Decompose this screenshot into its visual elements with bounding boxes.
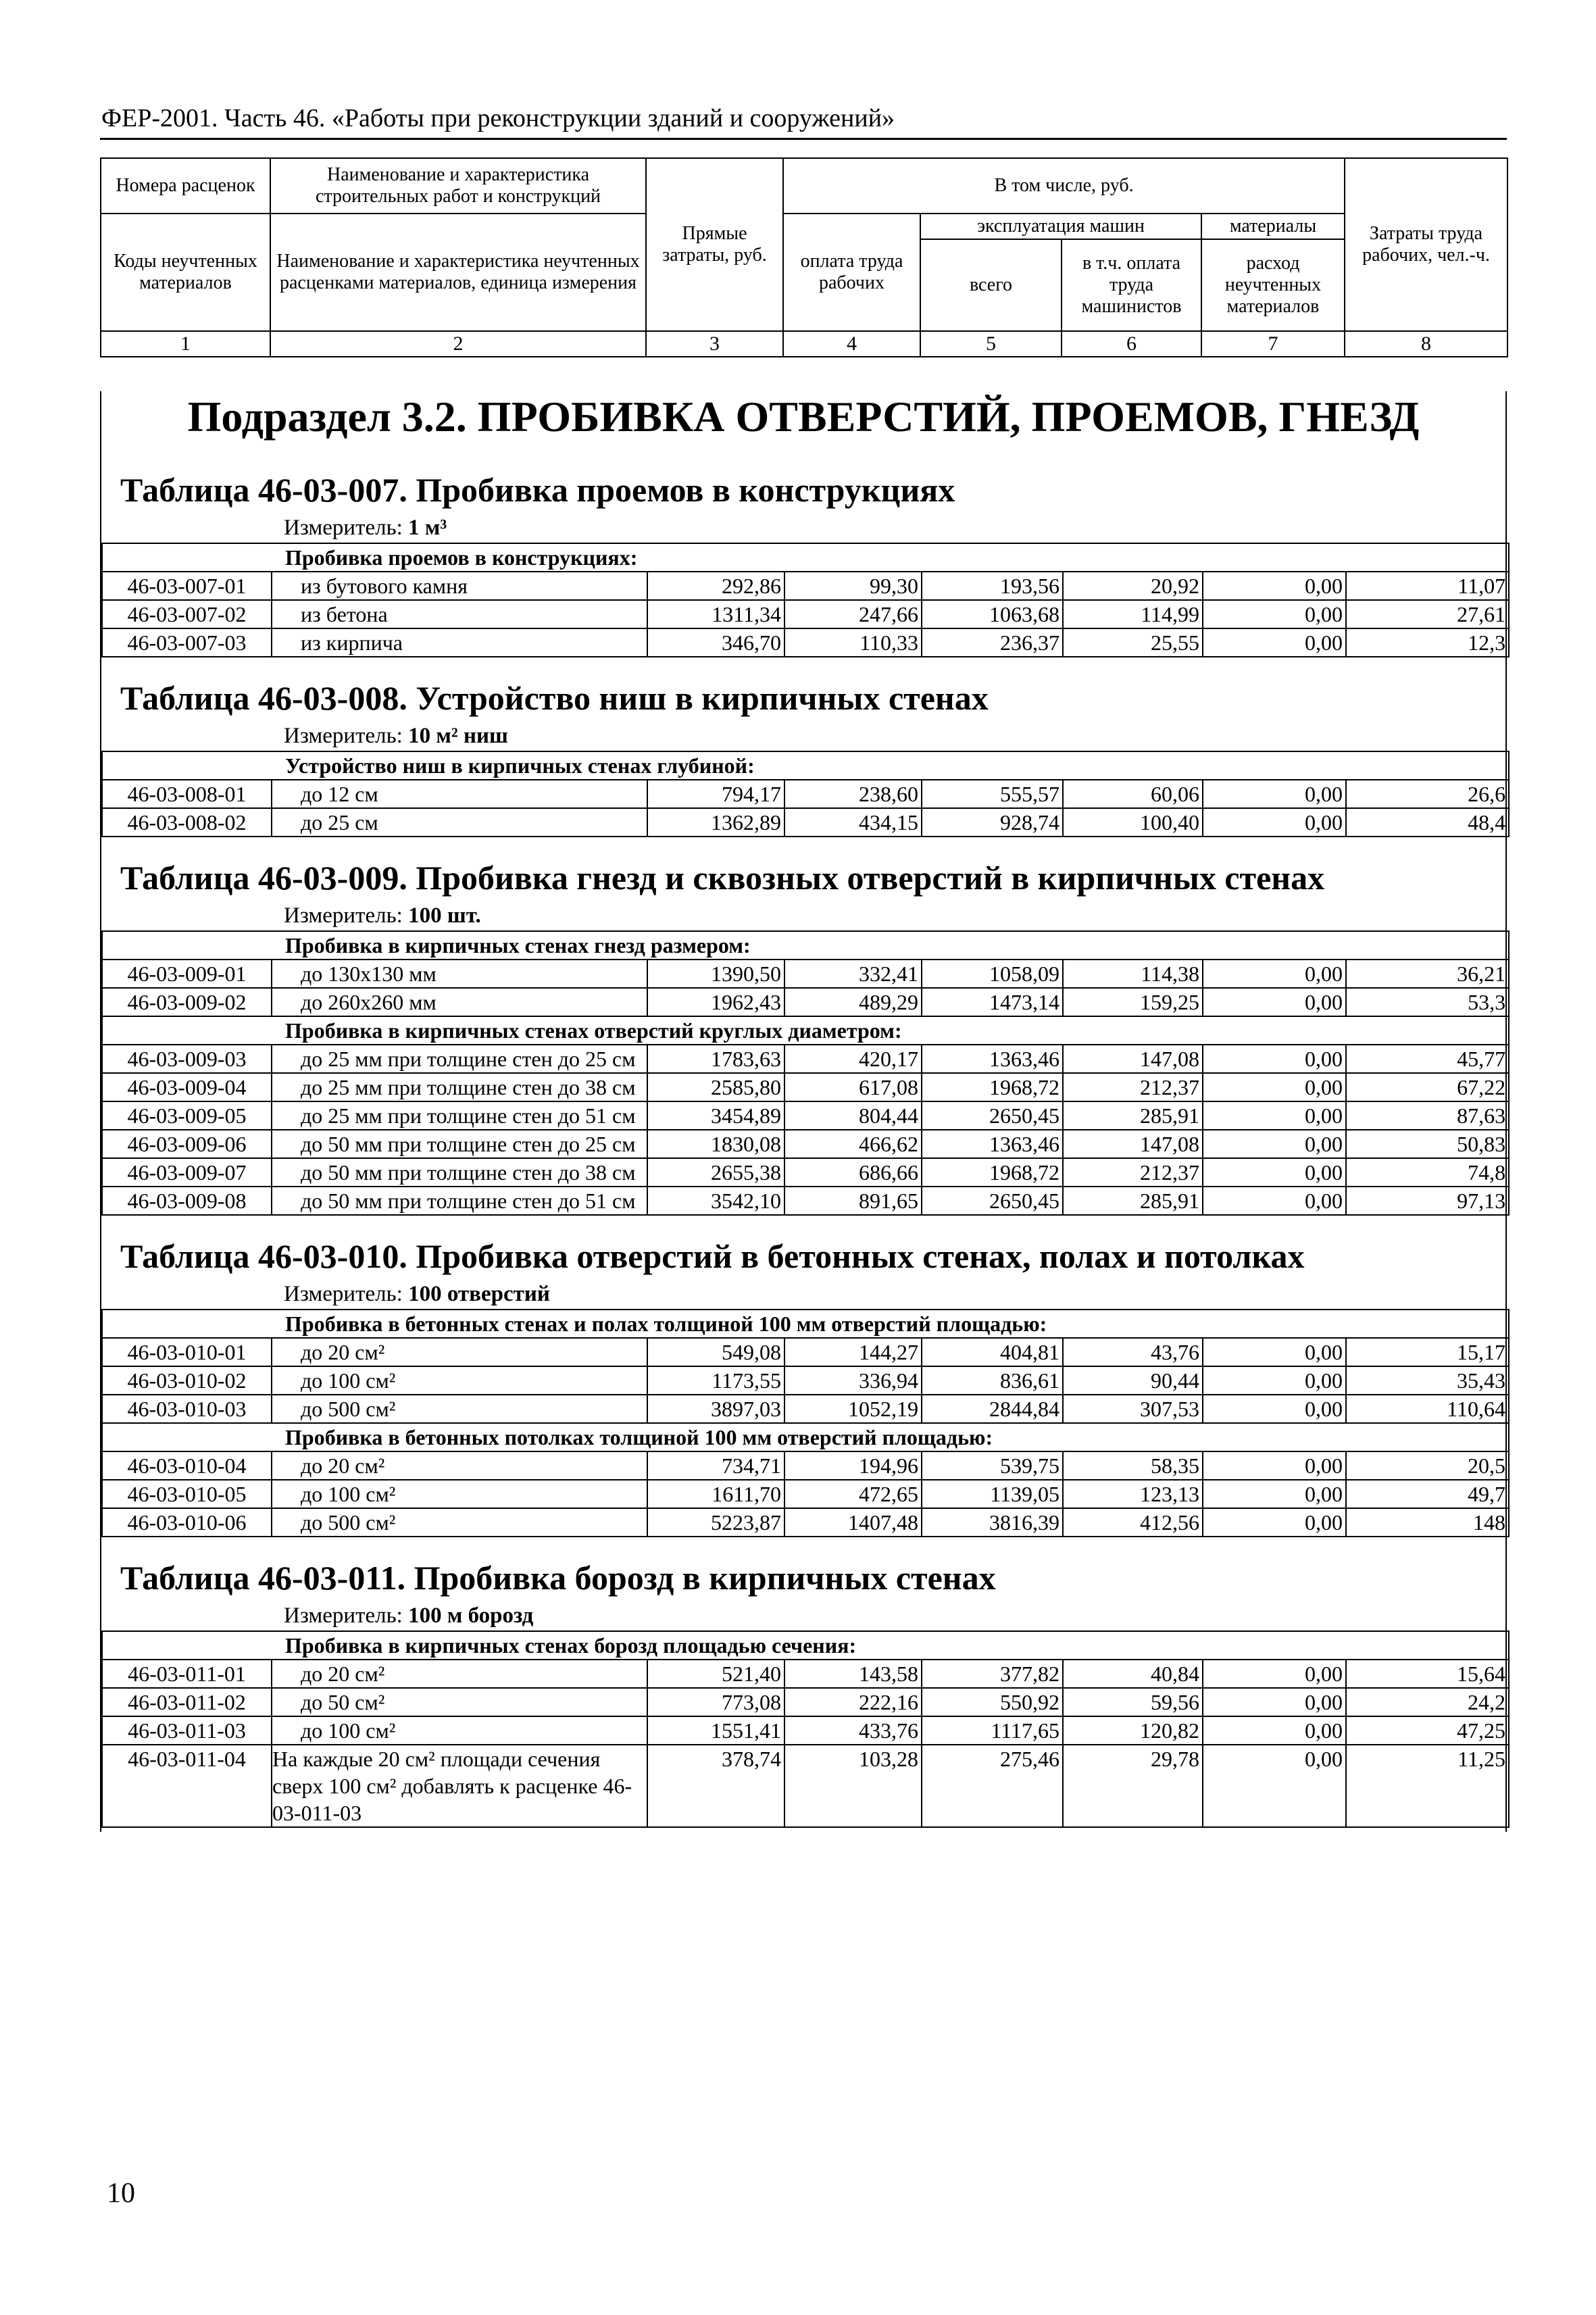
- rate-value: 0,00: [1203, 1451, 1346, 1480]
- meter-line: [284, 1279, 1505, 1309]
- table-row: [102, 960, 1509, 988]
- rate-value: 193,56: [922, 572, 1063, 600]
- rate-value: 1311,34: [647, 600, 784, 628]
- table-row: [102, 1395, 1509, 1423]
- rate-value: 59,56: [1063, 1688, 1203, 1716]
- rate-value: 1473,14: [922, 988, 1063, 1016]
- rate-value: 307,53: [1063, 1395, 1203, 1423]
- group-row: [102, 931, 1509, 960]
- rate-name: до 20 см²: [272, 1338, 647, 1366]
- section-title: Подраздел 3.2. ПРОБИВКА ОТВЕРСТИЙ, ПРОЕМОВ, ГНЕЗД: [187, 393, 1420, 441]
- rate-value: 27,61: [1346, 600, 1509, 628]
- rates-table: [101, 930, 1510, 1216]
- meter-value: 10 м² ниш: [408, 724, 508, 748]
- table-row: [102, 1480, 1509, 1508]
- rate-name: до 50 см²: [272, 1688, 647, 1716]
- rate-value: 1830,08: [647, 1130, 784, 1158]
- rate-name: до 50 мм при толщине стен до 51 см: [272, 1187, 647, 1215]
- rate-value: 0,00: [1203, 1508, 1346, 1537]
- header-machines-labor: в т.ч. оплата труда машинистов: [1062, 239, 1201, 331]
- rate-value: 24,2: [1346, 1688, 1509, 1716]
- rate-value: 0,00: [1203, 1660, 1346, 1688]
- rate-value: 3542,10: [647, 1187, 784, 1215]
- rate-code: 46-03-009-08: [102, 1187, 272, 1215]
- rate-code: 46-03-010-05: [102, 1480, 272, 1508]
- meter-value: 100 отверстий: [408, 1282, 550, 1306]
- table-row: [102, 1101, 1509, 1130]
- table-row: [102, 1745, 1509, 1827]
- rate-value: 1407,48: [784, 1508, 922, 1537]
- header-labor-cost: Затраты труда рабочих, чел.-ч.: [1345, 158, 1507, 331]
- column-number: 7: [1201, 331, 1345, 357]
- rate-value: 377,82: [922, 1660, 1063, 1688]
- rate-value: 734,71: [647, 1451, 784, 1480]
- rate-value: 3816,39: [922, 1508, 1063, 1537]
- rate-value: 275,46: [922, 1745, 1063, 1827]
- rates-table: [101, 1631, 1510, 1828]
- rate-value: 35,43: [1346, 1366, 1509, 1395]
- rate-value: 0,00: [1203, 628, 1346, 657]
- rate-value: 285,91: [1063, 1101, 1203, 1130]
- rate-value: 15,64: [1346, 1660, 1509, 1688]
- table-row: [102, 780, 1509, 808]
- rate-value: 236,37: [922, 628, 1063, 657]
- meter-line: [284, 901, 1505, 930]
- column-number: 3: [646, 331, 783, 357]
- header-col1-bottom: Коды неучтенных материалов: [101, 214, 270, 331]
- rate-name: до 12 см: [272, 780, 647, 808]
- content-block: [100, 391, 1507, 1832]
- rate-code: 46-03-009-07: [102, 1158, 272, 1187]
- header-labor-pay: оплата труда рабочих: [783, 214, 920, 331]
- rate-value: 67,22: [1346, 1073, 1509, 1101]
- header-direct: Прямые затраты, руб.: [646, 158, 783, 331]
- rate-name: до 50 мм при толщине стен до 25 см: [272, 1130, 647, 1158]
- table-row: [102, 1073, 1509, 1101]
- rate-code: 46-03-007-03: [102, 628, 272, 657]
- column-number: 4: [783, 331, 920, 357]
- rate-name: до 500 см²: [272, 1508, 647, 1537]
- rate-value: 159,25: [1063, 988, 1203, 1016]
- rate-value: 1363,46: [922, 1045, 1063, 1073]
- rate-value: 0,00: [1203, 808, 1346, 837]
- rate-value: 26,6: [1346, 780, 1509, 808]
- rate-value: 0,00: [1203, 988, 1346, 1016]
- rate-value: 378,74: [647, 1745, 784, 1827]
- rate-value: 1139,05: [922, 1480, 1063, 1508]
- rate-code: 46-03-010-02: [102, 1366, 272, 1395]
- table-row: [102, 1660, 1509, 1688]
- column-number: 1: [101, 331, 270, 357]
- rate-value: 412,56: [1063, 1508, 1203, 1537]
- meter-value: 1 м³: [408, 516, 447, 540]
- rate-value: 1968,72: [922, 1073, 1063, 1101]
- rate-value: 1962,43: [647, 988, 784, 1016]
- table-row: [102, 1366, 1509, 1395]
- rate-value: 0,00: [1203, 1480, 1346, 1508]
- rate-value: 114,99: [1063, 600, 1203, 628]
- table-row: [102, 600, 1509, 628]
- table-row: [102, 1688, 1509, 1716]
- rate-value: 2650,45: [922, 1101, 1063, 1130]
- rate-value: 247,66: [784, 600, 922, 628]
- rate-code: 46-03-011-03: [102, 1716, 272, 1745]
- rates-table: [101, 751, 1510, 837]
- rate-value: 0,00: [1203, 1745, 1346, 1827]
- table-title: Таблица 46-03-008. Устройство ниш в кирпичных стенах: [120, 679, 989, 717]
- table-title: Таблица 46-03-009. Пробивка гнезд и сквозных отверстий в кирпичных стенах: [120, 859, 1325, 897]
- group-heading: Пробивка в бетонных стенах и полах толщиной 100 мм отверстий площадью:: [102, 1310, 1509, 1338]
- rate-value: 1363,46: [922, 1130, 1063, 1158]
- rate-value: 3897,03: [647, 1395, 784, 1423]
- rate-value: 0,00: [1203, 572, 1346, 600]
- rate-code: 46-03-009-03: [102, 1045, 272, 1073]
- rate-value: 1968,72: [922, 1158, 1063, 1187]
- rate-value: 836,61: [922, 1366, 1063, 1395]
- table-row: [102, 1716, 1509, 1745]
- rate-value: 1611,70: [647, 1480, 784, 1508]
- meter-label: Измеритель:: [284, 1603, 403, 1628]
- rate-value: 11,25: [1346, 1745, 1509, 1827]
- table-title: Таблица 46-03-007. Пробивка проемов в конструкциях: [120, 471, 955, 509]
- rate-code: 46-03-010-01: [102, 1338, 272, 1366]
- rate-value: 11,07: [1346, 572, 1509, 600]
- rate-name: до 25 мм при толщине стен до 25 см: [272, 1045, 647, 1073]
- group-row: [102, 1423, 1509, 1451]
- rate-value: 50,83: [1346, 1130, 1509, 1158]
- table-row: [102, 628, 1509, 657]
- rate-value: 15,17: [1346, 1338, 1509, 1366]
- column-number: 2: [270, 331, 646, 357]
- rate-value: 5223,87: [647, 1508, 784, 1537]
- table-row: [102, 808, 1509, 837]
- rate-value: 25,55: [1063, 628, 1203, 657]
- rate-value: 36,21: [1346, 960, 1509, 988]
- header-col2-bottom: Наименование и характеристика неучтенных расценками материалов, единица измерения: [270, 214, 646, 331]
- table-title: Таблица 46-03-010. Пробивка отверстий в бетонных стенах, полах и потолках: [120, 1237, 1305, 1275]
- rate-value: 292,86: [647, 572, 784, 600]
- rate-value: 103,28: [784, 1745, 922, 1827]
- header-col1-top: Номера расценок: [101, 158, 270, 214]
- rate-value: 0,00: [1203, 1158, 1346, 1187]
- rate-code: 46-03-011-04: [102, 1745, 272, 1827]
- header-machines-total: всего: [920, 239, 1062, 331]
- rate-value: 434,15: [784, 808, 922, 837]
- rate-value: 47,25: [1346, 1716, 1509, 1745]
- rate-name: На каждые 20 см² площади сечения сверх 100 см² добавлять к расценке 46-03-011-03: [272, 1745, 647, 1827]
- rate-value: 555,57: [922, 780, 1063, 808]
- meter-value: 100 шт.: [408, 903, 481, 928]
- rate-value: 12,3: [1346, 628, 1509, 657]
- rate-value: 0,00: [1203, 780, 1346, 808]
- rate-value: 3454,89: [647, 1101, 784, 1130]
- rate-value: 110,33: [784, 628, 922, 657]
- rate-value: 285,91: [1063, 1187, 1203, 1215]
- rate-value: 148: [1346, 1508, 1509, 1537]
- group-heading: Пробивка проемов в конструкциях:: [102, 543, 1509, 572]
- meter-label: Измеритель:: [284, 1282, 403, 1306]
- rate-code: 46-03-010-04: [102, 1451, 272, 1480]
- rate-value: 110,64: [1346, 1395, 1509, 1423]
- rate-value: 2650,45: [922, 1187, 1063, 1215]
- rate-value: 100,40: [1063, 808, 1203, 837]
- rate-code: 46-03-009-06: [102, 1130, 272, 1158]
- meter-line: [284, 1601, 1505, 1631]
- group-row: [102, 1310, 1509, 1338]
- rate-value: 222,16: [784, 1688, 922, 1716]
- rate-code: 46-03-011-01: [102, 1660, 272, 1688]
- rate-code: 46-03-008-01: [102, 780, 272, 808]
- group-heading: Пробивка в кирпичных стенах борозд площадью сечения:: [102, 1631, 1509, 1660]
- column-number: 8: [1345, 331, 1507, 357]
- rate-value: 99,30: [784, 572, 922, 600]
- rate-value: 97,13: [1346, 1187, 1509, 1215]
- rate-value: 346,70: [647, 628, 784, 657]
- header-incl: В том числе, руб.: [783, 158, 1345, 214]
- rate-value: 332,41: [784, 960, 922, 988]
- header-machines: эксплуатация машин: [920, 214, 1201, 239]
- rate-value: 120,82: [1063, 1716, 1203, 1745]
- rate-value: 0,00: [1203, 1130, 1346, 1158]
- rate-value: 1390,50: [647, 960, 784, 988]
- rate-value: 0,00: [1203, 1187, 1346, 1215]
- rate-value: 794,17: [647, 780, 784, 808]
- table-row: [102, 988, 1509, 1016]
- table-row: [102, 1338, 1509, 1366]
- meter-label: Измеритель:: [284, 903, 403, 928]
- rate-value: 420,17: [784, 1045, 922, 1073]
- rate-value: 521,40: [647, 1660, 784, 1688]
- rate-value: 49,7: [1346, 1480, 1509, 1508]
- rate-value: 1783,63: [647, 1045, 784, 1073]
- rate-value: 147,08: [1063, 1045, 1203, 1073]
- rate-value: 0,00: [1203, 960, 1346, 988]
- table-row: [102, 572, 1509, 600]
- rate-value: 1058,09: [922, 960, 1063, 988]
- meter-line: [284, 513, 1505, 543]
- header-materials-unacc: расход неучтенных материалов: [1201, 239, 1345, 331]
- rate-value: 238,60: [784, 780, 922, 808]
- rate-value: 144,27: [784, 1338, 922, 1366]
- rates-table: [101, 543, 1510, 657]
- rate-value: 1052,19: [784, 1395, 922, 1423]
- rate-value: 1551,41: [647, 1716, 784, 1745]
- rate-value: 773,08: [647, 1688, 784, 1716]
- rates-table: [101, 1309, 1510, 1537]
- rate-value: 43,76: [1063, 1338, 1203, 1366]
- rate-value: 29,78: [1063, 1745, 1203, 1827]
- rate-name: до 25 мм при толщине стен до 38 см: [272, 1073, 647, 1101]
- group-heading: Пробивка в кирпичных стенах гнезд размером:: [102, 931, 1509, 960]
- rate-code: 46-03-010-06: [102, 1508, 272, 1537]
- rate-value: 143,58: [784, 1660, 922, 1688]
- column-number: 5: [920, 331, 1062, 357]
- rate-value: 617,08: [784, 1073, 922, 1101]
- rate-value: 2844,84: [922, 1395, 1063, 1423]
- rate-value: 686,66: [784, 1158, 922, 1187]
- rate-value: 0,00: [1203, 1073, 1346, 1101]
- rate-name: до 100 см²: [272, 1480, 647, 1508]
- rate-value: 472,65: [784, 1480, 922, 1508]
- rate-name: до 500 см²: [272, 1395, 647, 1423]
- rate-value: 550,92: [922, 1688, 1063, 1716]
- rate-value: 928,74: [922, 808, 1063, 837]
- rate-name: до 25 мм при толщине стен до 51 см: [272, 1101, 647, 1130]
- rate-value: 404,81: [922, 1338, 1063, 1366]
- rate-value: 336,94: [784, 1366, 922, 1395]
- group-row: [102, 1016, 1509, 1045]
- rate-value: 53,3: [1346, 988, 1509, 1016]
- rate-code: 46-03-007-01: [102, 572, 272, 600]
- rate-name: из бетона: [272, 600, 647, 628]
- rate-value: 0,00: [1203, 1338, 1346, 1366]
- rate-name: до 260x260 мм: [272, 988, 647, 1016]
- table-row: [102, 1130, 1509, 1158]
- rate-value: 0,00: [1203, 1688, 1346, 1716]
- rate-value: 58,35: [1063, 1451, 1203, 1480]
- rate-value: 40,84: [1063, 1660, 1203, 1688]
- rate-value: 45,77: [1346, 1045, 1509, 1073]
- rate-value: 466,62: [784, 1130, 922, 1158]
- rate-value: 0,00: [1203, 1395, 1346, 1423]
- meter-label: Измеритель:: [284, 724, 403, 748]
- group-heading: Устройство ниш в кирпичных стенах глубиной:: [102, 751, 1509, 780]
- rate-code: 46-03-008-02: [102, 808, 272, 837]
- rate-name: до 25 см: [272, 808, 647, 837]
- page-number: 10: [107, 2178, 135, 2209]
- rate-value: 539,75: [922, 1451, 1063, 1480]
- rate-value: 0,00: [1203, 600, 1346, 628]
- meter-line: [284, 721, 1505, 751]
- rate-value: 2655,38: [647, 1158, 784, 1187]
- page: [100, 101, 1507, 1832]
- column-number: 6: [1062, 331, 1201, 357]
- rate-value: 212,37: [1063, 1158, 1203, 1187]
- rate-value: 891,65: [784, 1187, 922, 1215]
- rate-value: 1117,65: [922, 1716, 1063, 1745]
- column-header: [100, 157, 1508, 357]
- table-row: [102, 1158, 1509, 1187]
- rate-value: 114,38: [1063, 960, 1203, 988]
- rate-code: 46-03-009-02: [102, 988, 272, 1016]
- rate-value: 123,13: [1063, 1480, 1203, 1508]
- rate-name: из бутового камня: [272, 572, 647, 600]
- rate-value: 74,8: [1346, 1158, 1509, 1187]
- running-head: ФЕР-2001. Часть 46. «Работы при реконструкции зданий и сооружений»: [100, 101, 1507, 140]
- table-row: [102, 1045, 1509, 1073]
- rate-value: 489,29: [784, 988, 922, 1016]
- rate-value: 212,37: [1063, 1073, 1203, 1101]
- table-row: [102, 1187, 1509, 1215]
- rate-value: 1362,89: [647, 808, 784, 837]
- rate-name: до 100 см²: [272, 1716, 647, 1745]
- rate-value: 0,00: [1203, 1716, 1346, 1745]
- rate-value: 87,63: [1346, 1101, 1509, 1130]
- rate-code: 46-03-009-05: [102, 1101, 272, 1130]
- rate-name: до 130x130 мм: [272, 960, 647, 988]
- rate-code: 46-03-011-02: [102, 1688, 272, 1716]
- table-row: [102, 1451, 1509, 1480]
- rate-name: до 100 см²: [272, 1366, 647, 1395]
- rate-code: 46-03-010-03: [102, 1395, 272, 1423]
- rate-value: 804,44: [784, 1101, 922, 1130]
- group-row: [102, 543, 1509, 572]
- rate-value: 0,00: [1203, 1101, 1346, 1130]
- rate-value: 1173,55: [647, 1366, 784, 1395]
- rate-value: 1063,68: [922, 600, 1063, 628]
- group-heading: Пробивка в бетонных потолках толщиной 100 мм отверстий площадью:: [102, 1423, 1509, 1451]
- meter-value: 100 м борозд: [408, 1603, 534, 1628]
- rate-code: 46-03-007-02: [102, 600, 272, 628]
- rate-value: 20,5: [1346, 1451, 1509, 1480]
- meter-label: Измеритель:: [284, 516, 403, 540]
- rate-value: 549,08: [647, 1338, 784, 1366]
- rate-value: 48,4: [1346, 808, 1509, 837]
- rate-value: 0,00: [1203, 1366, 1346, 1395]
- rate-name: до 20 см²: [272, 1660, 647, 1688]
- rate-code: 46-03-009-01: [102, 960, 272, 988]
- rate-code: 46-03-009-04: [102, 1073, 272, 1101]
- rate-value: 194,96: [784, 1451, 922, 1480]
- rate-value: 60,06: [1063, 780, 1203, 808]
- rate-name: до 20 см²: [272, 1451, 647, 1480]
- header-col2-top: Наименование и характеристика строительных работ и конструкций: [270, 158, 646, 214]
- group-row: [102, 751, 1509, 780]
- group-row: [102, 1631, 1509, 1660]
- rate-value: 147,08: [1063, 1130, 1203, 1158]
- rate-value: 433,76: [784, 1716, 922, 1745]
- rate-value: 90,44: [1063, 1366, 1203, 1395]
- rate-value: 0,00: [1203, 1045, 1346, 1073]
- rate-value: 2585,80: [647, 1073, 784, 1101]
- header-materials: материалы: [1201, 214, 1345, 239]
- rate-name: из кирпича: [272, 628, 647, 657]
- group-heading: Пробивка в кирпичных стенах отверстий круглых диаметром:: [102, 1016, 1509, 1045]
- rate-name: до 50 мм при толщине стен до 38 см: [272, 1158, 647, 1187]
- table-title: Таблица 46-03-011. Пробивка борозд в кирпичных стенах: [120, 1559, 996, 1597]
- table-row: [102, 1508, 1509, 1537]
- rate-value: 20,92: [1063, 572, 1203, 600]
